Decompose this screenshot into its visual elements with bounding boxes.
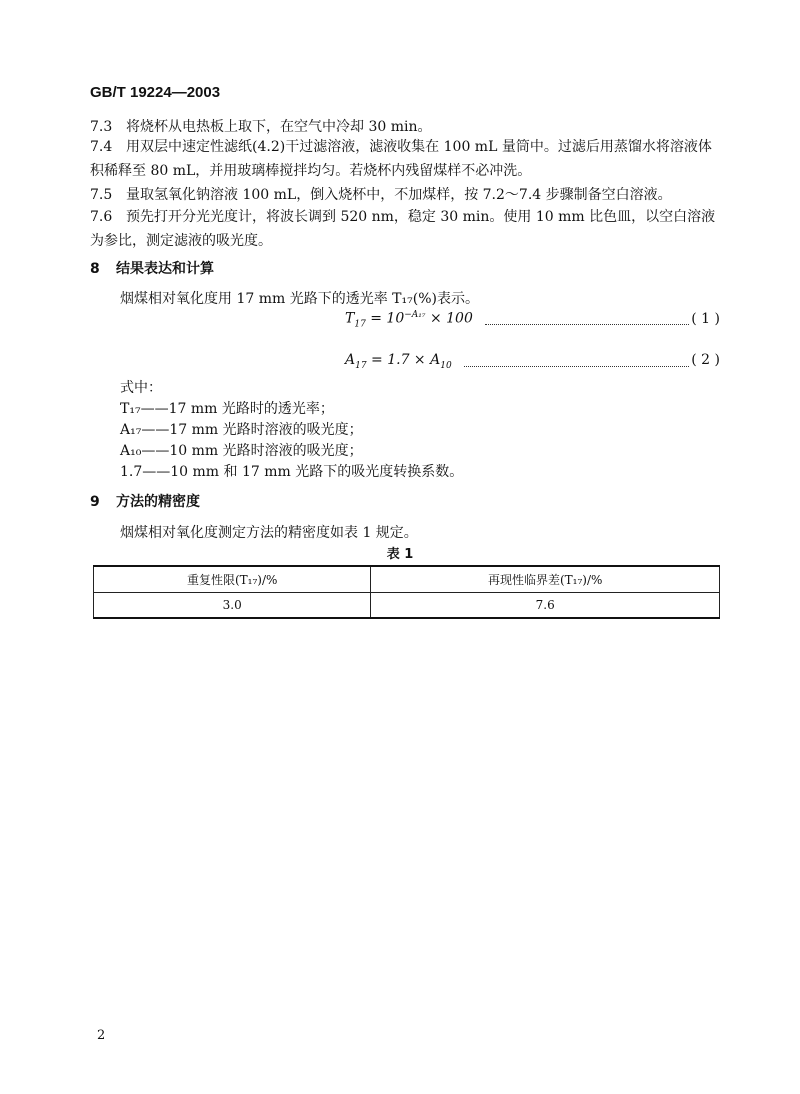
clause-number: 7.3 <box>90 119 113 135</box>
table-header-row <box>94 566 720 593</box>
eq-rhs: × 100 <box>425 310 473 327</box>
clause-text: 将烧杯从电热板上取下，在空气中冷却 30 min。 <box>126 119 432 135</box>
section-number: 8 <box>90 261 100 277</box>
eq-lhs: A <box>345 352 356 368</box>
variable-definition: T₁₇——17 mm 光路时的透光率； <box>120 401 334 417</box>
paragraph-7-5 <box>90 183 672 207</box>
eq-rhs-sub: 10 <box>440 360 452 371</box>
clause-text: 量取氢氧化钠溶液 100 mL，倒入烧杯中，不加煤样，按 7.2～7.4 步骤制备空白溶液。 <box>126 187 672 203</box>
leader-dots <box>485 314 689 325</box>
paragraph-7-6 <box>90 205 720 253</box>
section-8-heading <box>90 258 214 278</box>
standard-code: GB/T 19224—2003 <box>90 84 221 101</box>
equation-number: ( 2 ) <box>691 352 720 368</box>
clause-number: 7.4 <box>90 139 113 155</box>
section-title: 方法的精密度 <box>116 494 200 510</box>
paragraph-7-4 <box>90 135 720 183</box>
section-number: 9 <box>90 494 100 510</box>
table-header-cell: 再现性临界差(T₁₇)/% <box>371 566 720 593</box>
clause-text: 用双层中速定性滤纸(4.2)干过滤溶液，滤液收集在 100 mL 量筒中。过滤后用蒸馏水将溶液体积稀释至 80 mL，并用玻璃棒搅拌均匀。若烧杯内残留煤样不必冲洗。 <box>90 139 712 179</box>
section-9-heading <box>90 491 200 511</box>
table-header-cell: 重复性限(T₁₇)/% <box>94 566 371 593</box>
equation-2-formula <box>345 352 452 371</box>
table-cell: 3.0 <box>94 593 371 619</box>
table-row <box>94 593 720 619</box>
variable-definition: 1.7——10 mm 和 17 mm 光路下的吸光度转换系数。 <box>120 464 464 480</box>
section-title: 结果表达和计算 <box>116 261 214 277</box>
variable-definition: A₁₀——10 mm 光路时溶液的吸光度； <box>120 443 363 459</box>
equation-number: ( 1 ) <box>691 310 720 327</box>
eq-mid: = 10 <box>365 310 405 327</box>
table-cell: 7.6 <box>371 593 720 619</box>
variable-definitions <box>120 378 463 483</box>
equation-1-formula <box>345 310 473 329</box>
equation-2 <box>345 352 720 371</box>
leader-dots <box>464 356 690 367</box>
eq-lhs-sub: 17 <box>354 319 366 330</box>
eq-sup: −A₁₇ <box>404 310 426 320</box>
clause-number: 7.6 <box>90 209 113 225</box>
page-number: 2 <box>97 1028 106 1043</box>
eq-mid: = 1.7 × A <box>366 352 441 368</box>
where-label: 式中： <box>120 380 162 396</box>
section-8-intro: 烟煤相对氧化度用 17 mm 光路下的透光率 T₁₇(%)表示。 <box>120 291 479 307</box>
precision-table <box>93 565 720 619</box>
section-9-intro: 烟煤相对氧化度测定方法的精密度如表 1 规定。 <box>120 525 418 541</box>
clause-number: 7.5 <box>90 187 113 203</box>
clause-text: 预先打开分光光度计，将波长调到 520 nm，稳定 30 min。使用 10 mm 比色皿，以空白溶液为参比，测定滤液的吸光度。 <box>90 209 716 249</box>
eq-lhs: T <box>345 310 355 327</box>
eq-lhs-sub: 17 <box>355 360 367 371</box>
variable-definition: A₁₇——17 mm 光路时溶液的吸光度； <box>120 422 363 438</box>
equation-1 <box>345 310 720 329</box>
table-caption: 表 1 <box>386 547 414 562</box>
